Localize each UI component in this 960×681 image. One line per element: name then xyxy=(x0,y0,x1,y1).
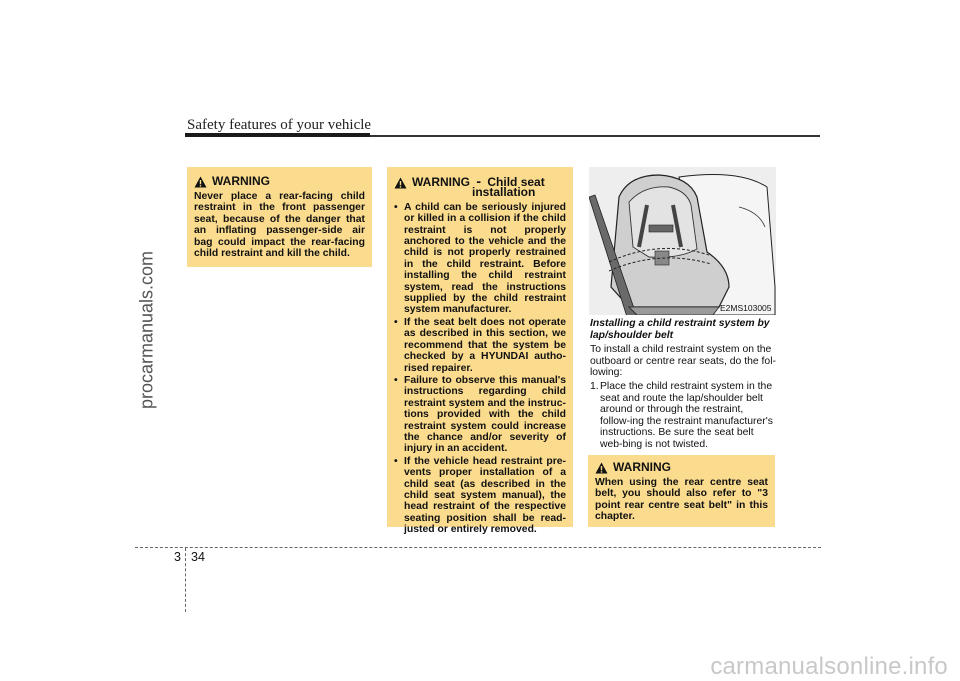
section-subheading: Installing a child restraint system by lap/shoulder belt xyxy=(590,318,770,341)
section-intro: To install a child restraint system on the outboard or centre rear seats, do the fol-lowing: xyxy=(590,344,776,379)
header-rule-thin xyxy=(370,135,820,137)
warning-title-separator: - xyxy=(476,173,482,189)
child-seat-illustration xyxy=(589,167,776,315)
warning-heading xyxy=(394,173,566,200)
warning-triangle-icon xyxy=(194,176,207,188)
warning-title: WARNING xyxy=(613,460,671,475)
warning-text: Never place a rear-facing child restraint in the front passenger seat, because of the danger that an inflating passenger-side air bag could impact the rear-facing child restraint and kill the child. xyxy=(194,191,365,260)
installation-section xyxy=(590,318,776,451)
warning-heading xyxy=(194,176,365,188)
footer-rule xyxy=(135,547,821,548)
warning-bullet: • A child can be seriously injured or killed in a collision if the child restraint is not properly anchored to the vehicle and the child is not properly restrained in the child restraint. Before installing the child restraint system, read the instructions supplied by the child restraint system manufacturer. xyxy=(394,202,566,316)
warning-heading xyxy=(595,462,768,474)
warning-subtitle-line1: Child seat xyxy=(487,175,545,189)
footer-divider xyxy=(185,548,186,612)
warning-box-rear-centre-belt xyxy=(588,455,775,527)
warning-title: WARNING xyxy=(412,175,470,189)
warning-subtitle-line2: installation xyxy=(472,185,536,200)
header-rule-thick xyxy=(185,133,370,137)
page-number: 34 xyxy=(191,550,205,564)
warning-bullet: • If the seat belt does not operate as described in this section, we recommend that the system be checked by a HYUNDAI autho-rised repairer. xyxy=(394,317,566,374)
warning-triangle-icon xyxy=(394,177,407,189)
child-seat-drawing xyxy=(589,167,776,315)
instruction-step xyxy=(590,381,776,451)
warning-bullet: • If the vehicle head restraint pre-vents proper installation of a child seat (as described in the child seat system manual), the head restraint of the respective seating position shall be read-justed or entirely removed. xyxy=(394,456,566,536)
bottom-watermark: carmanualsonline.info xyxy=(710,653,948,680)
warning-box-rear-facing xyxy=(187,167,372,267)
warning-bullet-list xyxy=(394,202,566,536)
warning-triangle-icon xyxy=(595,462,608,474)
page-header-title: Safety features of your vehicle xyxy=(187,117,372,133)
chapter-number: 3 xyxy=(174,550,181,564)
illustration-code: E2MS103005 xyxy=(720,303,772,313)
warning-box-child-seat-installation xyxy=(387,167,573,536)
warning-title: WARNING xyxy=(212,174,270,189)
warning-bullet: • Failure to observe this manual's instructions regarding child restraint system and the instruc-tions provided with the child restraint system could increase the chance and/or severity of injury in an accident. xyxy=(394,375,566,455)
side-watermark: procarmanuals.com xyxy=(136,250,157,410)
step-number: 1. xyxy=(590,380,599,392)
step-text: Place the child restraint system in the seat and route the lap/shoulder belt around or through the restraint, follow-ing the restraint manufacturer's instructions. Be sure the seat belt web-bing is not twisted. xyxy=(600,380,773,450)
warning-text: When using the rear centre seat belt, you should also refer to "3 point rear centre seat belt" in this chapter. xyxy=(595,477,768,523)
